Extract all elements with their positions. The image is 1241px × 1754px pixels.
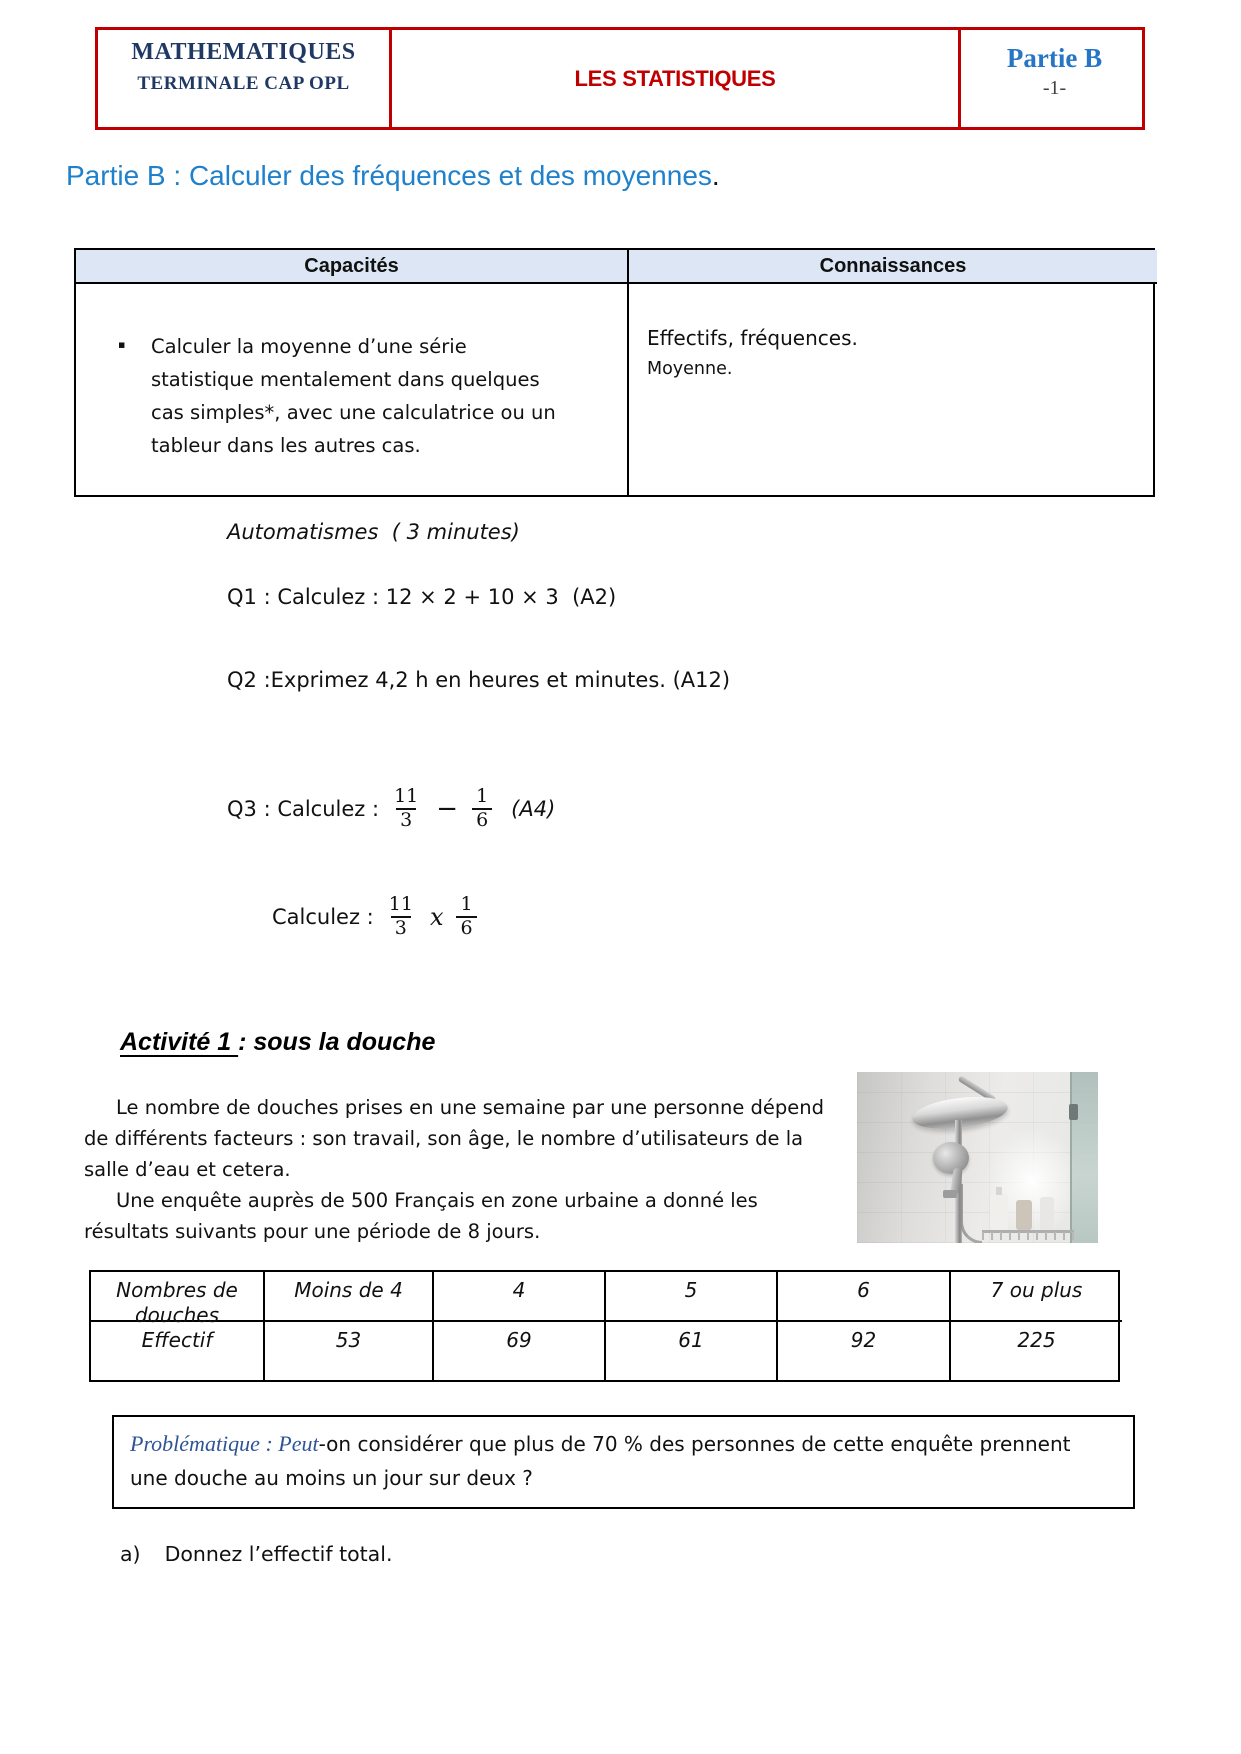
activity-title [120,1028,435,1057]
q4-fraction-1 [385,894,417,940]
question-a-marker: a) [120,1542,141,1566]
section-heading-period: . [711,160,720,191]
q4-fraction-1-numerator: 11 [388,893,413,916]
section-heading-text: Partie B : Calculer des fréquences et des moyennes [66,160,712,191]
question-a [120,1542,392,1566]
gel-bottle [1040,1197,1054,1230]
q3-fraction-1 [390,786,422,832]
problematique-label: Problématique : Peut [130,1431,319,1456]
table-value-61: 61 [606,1322,778,1380]
header-part-cell [961,30,1148,127]
question-q4 [272,888,477,946]
problematique-box [112,1415,1135,1509]
table-value-225: 225 [1017,1328,1056,1352]
question-a-text: Donnez l’effectif total. [164,1542,393,1566]
q3-fraction-2 [472,786,492,832]
shower-shelf [982,1187,1074,1233]
q3-fraction-1-denominator: 3 [396,808,416,832]
q3-prefix: Q3 : Calculez : [227,797,380,821]
activity-title-rest: : sous la douche [238,1028,436,1056]
pole-bracket [943,1190,957,1198]
q3-reference: (A4) [511,797,556,821]
connaissances-line-1: Effectifs, fréquences. [647,326,858,350]
shower-hose [960,1184,982,1243]
part-label: Partie B [1006,43,1103,73]
capacites-column-header: Capacités [76,250,629,284]
glass-hinge [1069,1104,1078,1120]
connaissances-column-header: Connaissances [629,250,1157,284]
question-q3 [227,780,555,838]
q4-fraction-2 [456,894,476,940]
capacites-text: Calculer la moyenne d’une série statistique mentalement dans quelques cas simples*, avec une calculatrice ou un tableur dans les autres cas. [151,335,556,457]
table-header-7-ou-plus: 7 ou plus [951,1272,1122,1322]
shampoo-bottle [1016,1200,1032,1230]
q4-multiply-operator: x [429,903,444,931]
header-table [95,27,1145,130]
table-value-53: 53 [265,1322,434,1380]
activity-title-underlined: Activité 1 [120,1028,239,1056]
shower-frequency-table [89,1270,1120,1382]
table-header-5: 5 [606,1272,778,1322]
automatismes-title: Automatismes ( 3 minutes) [227,520,520,544]
class-level: TERMINALE CAP OPL [137,73,350,94]
document-title: LES STATISTIQUES [574,65,776,91]
q3-minus-operator: − [436,794,459,824]
table-header-6: 6 [778,1272,951,1322]
header-title-cell [392,30,961,127]
soap-bottle [990,1194,1008,1230]
header-subject-cell [98,30,392,127]
handheld-shower-head [933,1142,969,1174]
q3-fraction-2-numerator: 1 [476,785,489,808]
table-value-69: 69 [434,1322,606,1380]
q4-fraction-2-denominator: 6 [456,916,476,940]
problematique-text: -on considérer que plus de 70 % des personnes de cette enquête prennent une douche au moins un jour sur deux ? [130,1432,1071,1490]
shower-photo [857,1072,1098,1243]
capacites-cell [76,284,629,495]
connaissances-cell [629,284,1157,495]
q4-prefix: Calculez : [272,905,374,929]
q3-fraction-2-denominator: 6 [472,808,492,832]
glass-panel [1070,1072,1098,1243]
question-q1: Q1 : Calculez : 12 × 2 + 10 × 3 (A2) [227,585,617,609]
connaissances-line-2: Moyenne. [647,359,733,379]
activity-paragraph-2: Une enquête auprès de 500 Français en zone urbaine a donné les résultats suivants pour une période de 8 jours. [84,1189,758,1243]
page-number: -1- [1042,77,1067,99]
activity-intro [84,1092,846,1247]
table-header-4: 4 [434,1272,606,1322]
q4-fraction-1-denominator: 3 [391,916,411,940]
table-value-92: 92 [778,1322,951,1380]
square-bullet-icon: ▪ [118,338,126,351]
q4-fraction-2-numerator: 1 [460,893,473,916]
activity-paragraph-1: Le nombre de douches prises en une semaine par une personne dépend de différents facteurs : son travail, son âge, le nombre d’utilisateurs de la salle d’eau et cetera. [84,1096,825,1181]
table-row-label-effectif: Effectif [91,1322,265,1380]
section-heading [66,160,720,192]
subject-title: MATHEMATIQUES [131,39,356,65]
question-q2: Q2 :Exprimez 4,2 h en heures et minutes. (A12) [227,668,731,692]
table-header-nombres-douches: Nombres de douches [91,1272,265,1322]
q3-fraction-1-numerator: 11 [394,785,419,808]
capacites-connaissances-table [74,248,1155,497]
table-header-moins-de-4: Moins de 4 [265,1272,434,1322]
